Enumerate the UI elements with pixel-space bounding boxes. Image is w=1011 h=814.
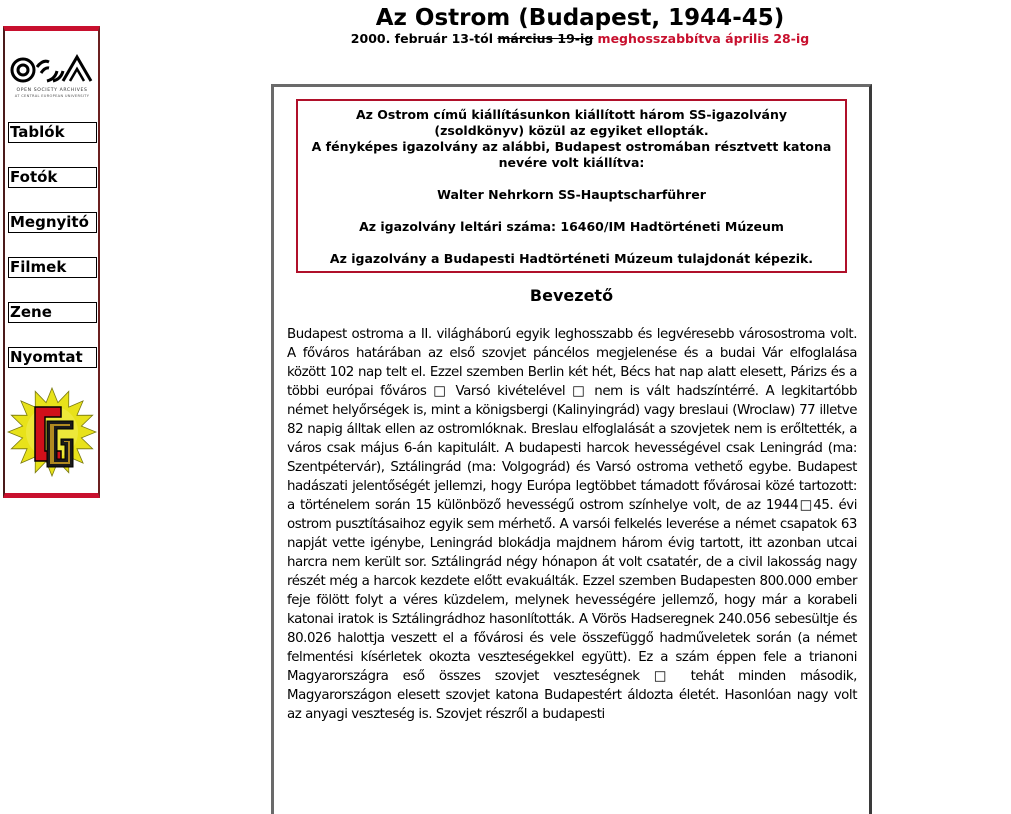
notice-inventory-number: Az igazolvány leltári száma: 16460/IM Hadtörténeti Múzeum: [359, 219, 784, 234]
nav-nyomtat[interactable]: Nyomtat: [8, 347, 97, 368]
osa-logo-line2: AT CENTRAL EUROPEAN UNIVERSITY: [14, 94, 90, 98]
cg-star-emblem-icon: [7, 385, 97, 480]
sidebar: [3, 26, 100, 498]
notice-line-1: Az Ostrom című kiállításunkon kiállított három SS-igazolvány: [355, 107, 788, 122]
nav-megnyito[interactable]: Megnyitó: [8, 212, 97, 233]
theft-notice: [296, 99, 847, 273]
nav-tablok[interactable]: Tablók: [8, 122, 97, 143]
notice-line-4: nevére volt kiállítva:: [498, 155, 645, 170]
date-start: 2000. február 13-tól: [350, 31, 493, 46]
section-title: Bevezető: [529, 286, 614, 305]
page-title: Az Ostrom (Budapest, 1944-45): [375, 5, 785, 31]
cg-emblem[interactable]: [7, 385, 97, 480]
date-extended-end: meghosszabbítva április 28-ig: [597, 31, 810, 46]
notice-line-3: A fényképes igazolvány az alábbi, Budapest ostromában résztvett katona: [311, 139, 832, 154]
nav-zene[interactable]: Zene: [8, 302, 97, 323]
osa-logo-line1: OPEN SOCIETY ARCHIVES: [16, 88, 88, 93]
notice-soldier-name: Walter Nehrkorn SS-Hauptscharführer: [437, 187, 706, 202]
date-original-end: március 19-ig: [497, 31, 594, 46]
osa-logo[interactable]: [9, 53, 95, 101]
main-content: [271, 84, 872, 814]
osa-logo-icon: [9, 53, 95, 101]
notice-line-2: (zsoldkönyv) közül az egyiket ellopták.: [434, 123, 709, 138]
notice-ownership: Az igazolvány a Budapesti Hadtörténeti Múzeum tulajdonát képezik.: [329, 251, 814, 266]
intro-paragraph: Budapest ostroma a II. világháború egyik leghosszabb és legvéresebb városostroma volt. A főváros határában az első szovjet páncélos megjelenése és a budai Vár elfoglalása között 102 nap telt el. Ezzel szemben Berlin két hét, Bécs hat nap alatt elesett, Párizs és a többi európai főváros □ Varsó kivételével □ nem is vált hadszíntérré. A legkitartóbb német helyőrségek is, mint a königsbergi (Kalinyingrád) vagy breslaui (Wroclaw) 77 illetve 82 napig álltak ellen az ostromlóknak. Breslau elfoglalását a szovjetek nem is erőltették, a város csak május 6-án kapitulált. A budapesti harcok hevességével csak Leningrád (ma: Szentpétervár), Sztálingrád (ma: Volgográd) és Varsó ostroma vethető egybe. Budapest hadászati jelentőségét jellemzi, hogy Európa legtöbbet támadott fővárosai közé tartozott: a történelem során 15 különböző hevességű ostrom színhelye volt, de az 1944□45. évi ostrom pusztításaihoz egyik sem mérhető. A varsói felkelés leverése a német csapatok 63 napját vette igénybe, Leningrád blokádja majdnem három évig tartott, itt azonban utcai harcra nem került sor. Sztálingrád négy hónapon át volt csatatér, de a civil lakosság nagy részét még a harcok kezdete előtt evakuálták. Ezzel szemben Budapesten 800.000 ember feje fölött folyt a véres küzdelem, melynek hevességére jellemző, hogy már a korabeli katonai iratok is Sztálingrádhoz hasonlították. A Vörös Hadseregnek 240.056 sebesültje és 80.026 halottja veszett el a fővárosi és vele összefüggő hadműveletek során (a német felmentési kísérletek okozta veszteségekkel együtt). Ez a szám éppen fele a trianoni Magyarországra eső összes szovjet veszteségnek □ tehát minden második, Magyarországon elesett szovjet katona Budapestért áldozta életét. Hasonlóan nagy volt az anyagi veszteség is. Szovjet részről a budapesti: [287, 327, 857, 722]
exhibition-dates: [270, 31, 890, 47]
nav-fotok[interactable]: Fotók: [8, 167, 97, 188]
nav-filmek[interactable]: Filmek: [8, 257, 97, 278]
